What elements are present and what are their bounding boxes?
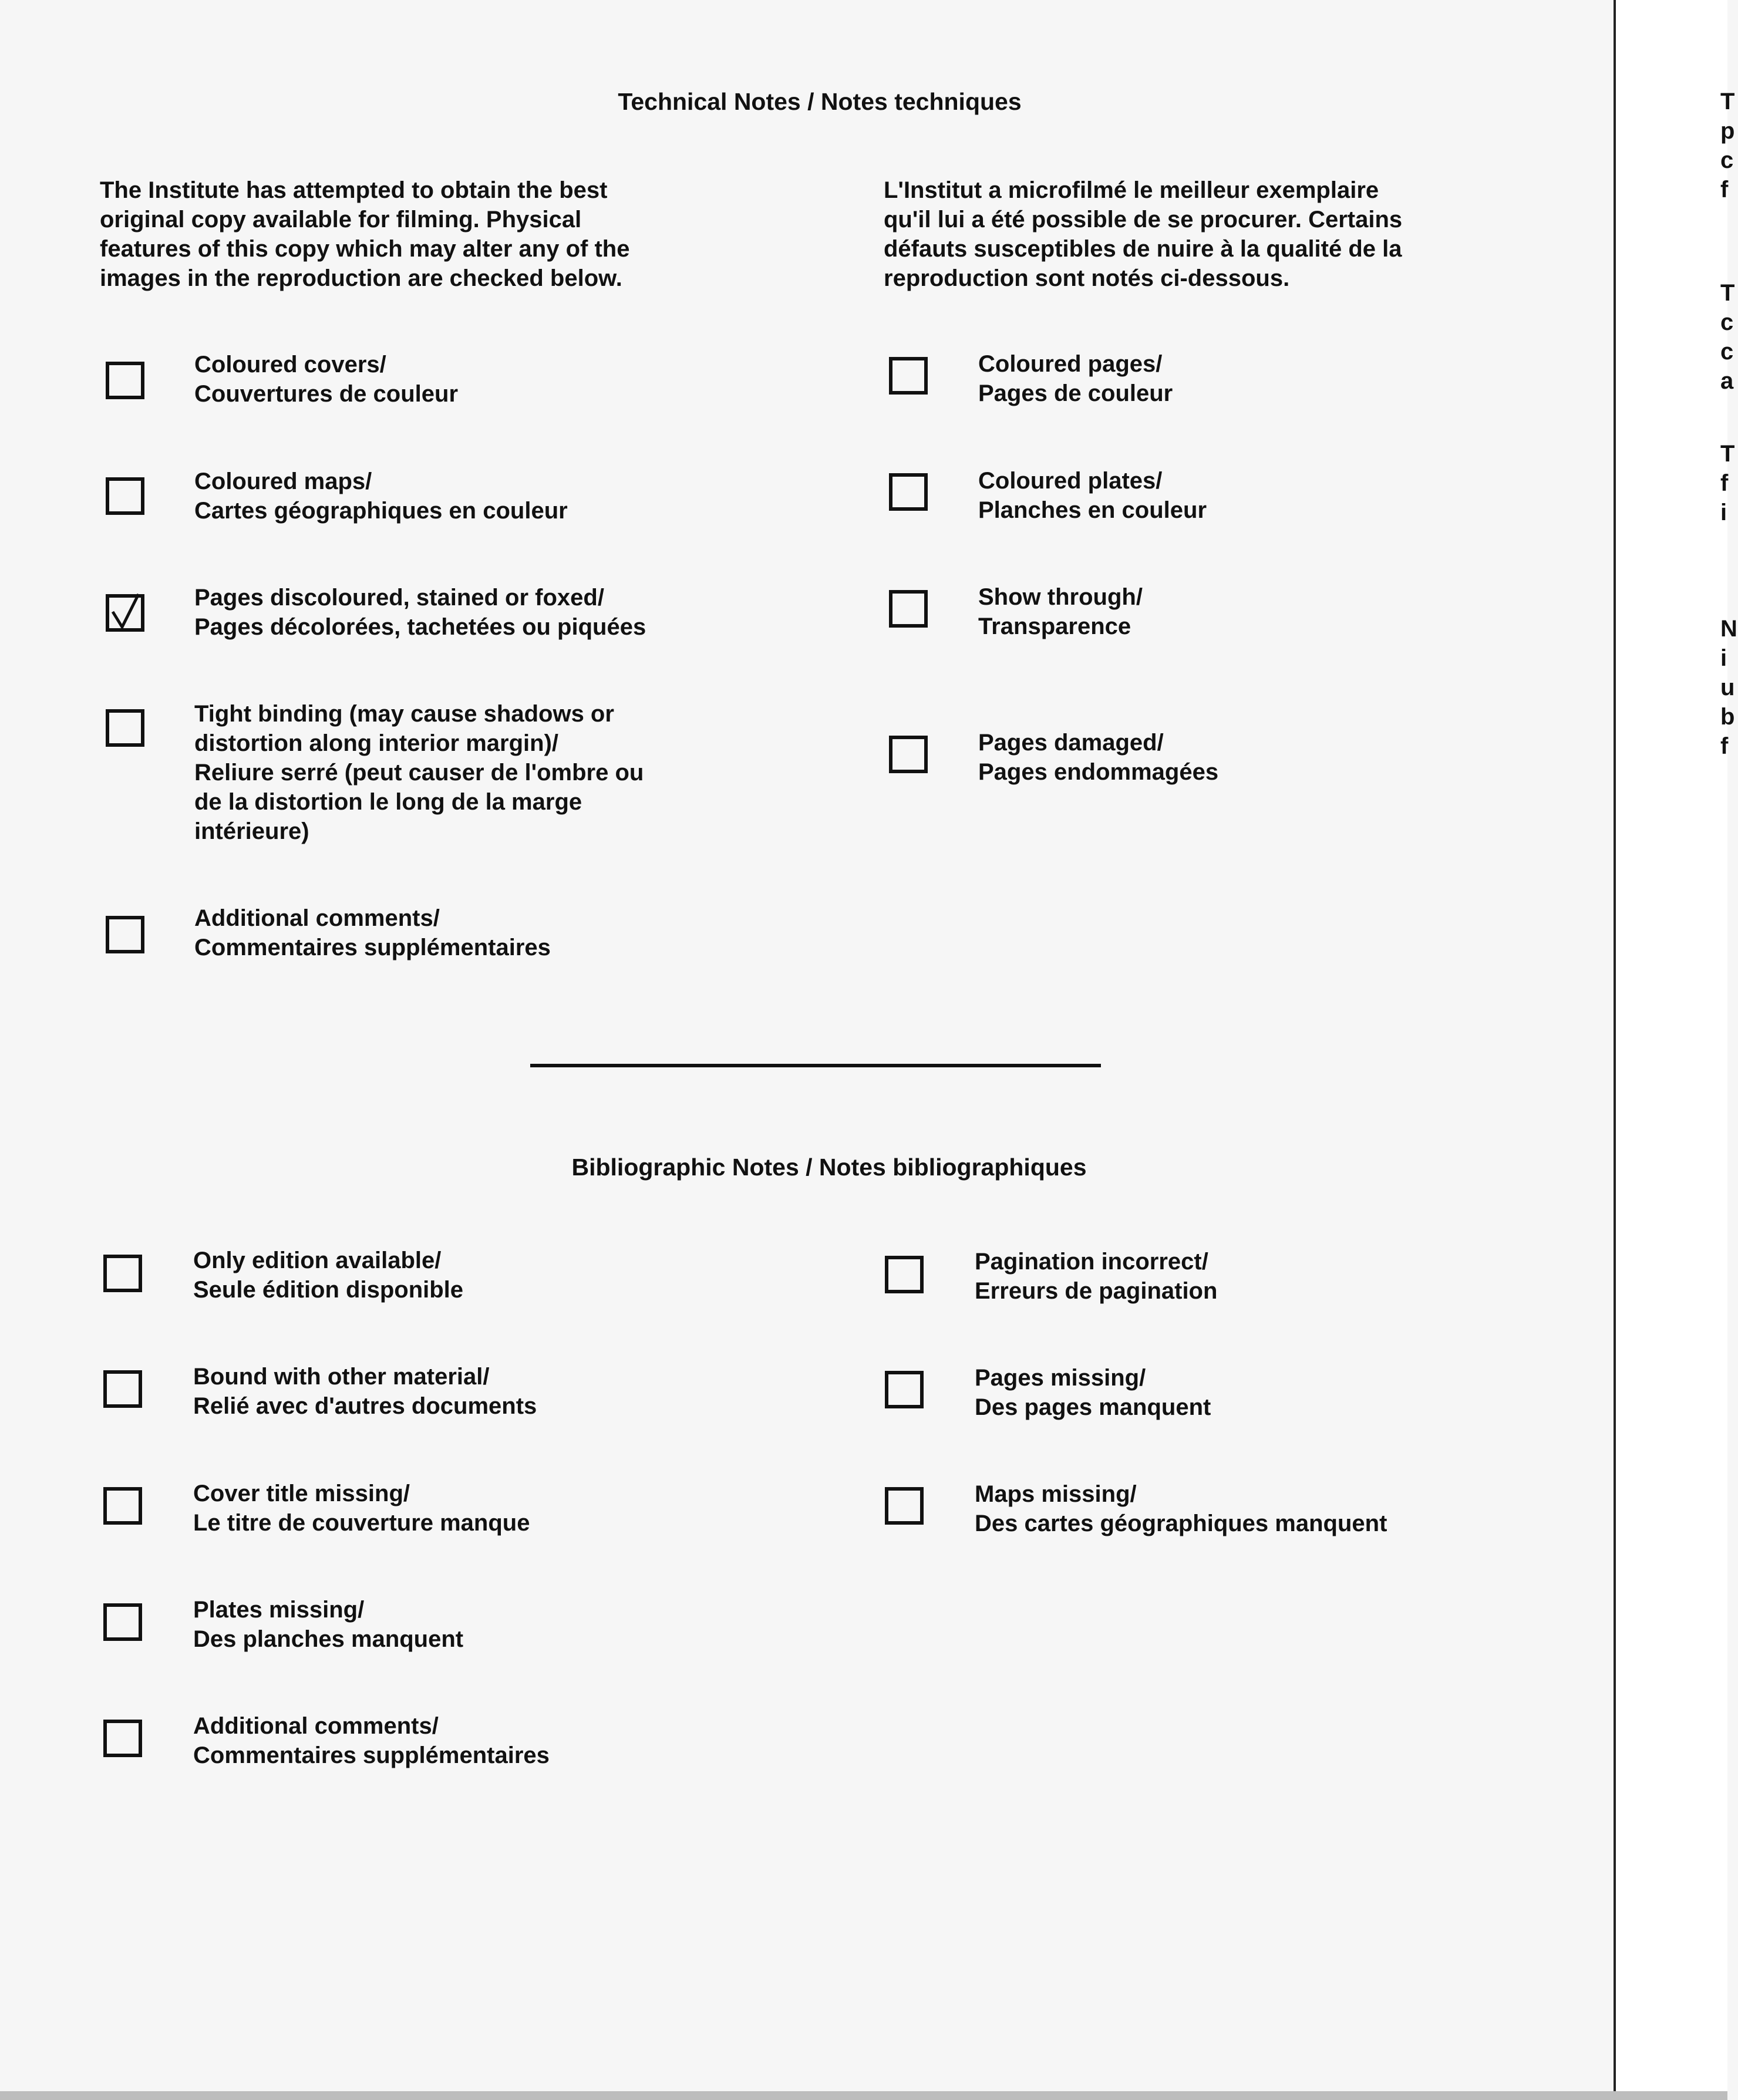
label-line: intérieure) — [194, 818, 309, 844]
intro-fr-line: défauts susceptibles de nuire à la qualité de la — [884, 236, 1402, 262]
label-line: Commentaires supplémentaires — [193, 1742, 550, 1768]
label-line: Cartes géographiques en couleur — [194, 498, 568, 524]
label-bound-with-other-material — [193, 1362, 537, 1421]
checkbox-only-edition-available[interactable] — [103, 1255, 142, 1292]
label-pages-damaged — [978, 728, 1218, 787]
checkbox-pages-discoloured[interactable] — [106, 594, 144, 632]
intro-fr-line: L'Institut a microfilmé le meilleur exemplaire — [884, 177, 1379, 203]
label-line: Planches en couleur — [978, 497, 1207, 523]
checkbox-technical-additional-comments[interactable] — [106, 916, 144, 953]
fragment-line: i — [1720, 500, 1727, 525]
label-coloured-plates — [978, 466, 1207, 525]
label-coloured-maps — [194, 467, 568, 525]
intro-en-line: features of this copy which may alter any of the — [100, 236, 630, 262]
checkbox-show-through[interactable] — [889, 590, 928, 628]
label-line: Additional comments/ — [193, 1713, 439, 1739]
adjacent-page-text-fragment — [1720, 278, 1738, 396]
adjacent-page-text-fragment — [1720, 614, 1738, 761]
checkbox-plates-missing[interactable] — [103, 1603, 142, 1641]
fragment-line: b — [1720, 704, 1735, 730]
label-pages-discoloured — [194, 583, 646, 642]
label-line: distortion along interior margin)/ — [194, 730, 558, 756]
fragment-line: f — [1720, 470, 1729, 496]
bibliographic-notes-heading: Bibliographic Notes / Notes bibliographiques — [571, 1154, 1087, 1181]
checkbox-bibliographic-additional-comments[interactable] — [103, 1720, 142, 1757]
fragment-line: N — [1720, 616, 1737, 642]
label-pagination-incorrect — [975, 1247, 1217, 1306]
label-line: Commentaires supplémentaires — [194, 935, 551, 960]
bottom-edge — [0, 2091, 1727, 2100]
checkbox-coloured-covers[interactable] — [106, 362, 144, 399]
label-line: Plates missing/ — [193, 1597, 365, 1623]
label-line: Pages missing/ — [975, 1365, 1146, 1391]
label-line: Erreurs de pagination — [975, 1278, 1218, 1304]
fragment-line: i — [1720, 645, 1727, 671]
label-line: Seule édition disponible — [193, 1277, 464, 1303]
label-line: Additional comments/ — [194, 905, 440, 931]
label-line: Tight binding (may cause shadows or — [194, 701, 614, 727]
label-line: Le titre de couverture manque — [193, 1510, 530, 1536]
label-line: Couvertures de couleur — [194, 381, 459, 407]
label-pages-missing — [975, 1363, 1211, 1422]
label-line: Reliure serré (peut causer de l'ombre ou — [194, 760, 644, 786]
checkbox-tight-binding[interactable] — [106, 709, 144, 747]
intro-en-line: original copy available for filming. Physical — [100, 207, 582, 232]
fragment-line: T — [1720, 441, 1735, 467]
label-line: Coloured plates/ — [978, 468, 1163, 494]
technical-intro-french — [884, 176, 1559, 293]
section-divider — [530, 1064, 1101, 1067]
fragment-line: c — [1720, 147, 1734, 173]
label-line: Transparence — [978, 614, 1131, 639]
fragment-line: c — [1720, 309, 1734, 335]
label-bibliographic-additional-comments — [193, 1711, 550, 1770]
label-line: Show through/ — [978, 584, 1143, 610]
intro-fr-line: reproduction sont notés ci-dessous. — [884, 265, 1290, 291]
intro-en-line: images in the reproduction are checked below. — [100, 265, 622, 291]
label-line: Coloured maps/ — [194, 468, 372, 494]
checkbox-maps-missing[interactable] — [885, 1487, 924, 1525]
label-show-through — [978, 582, 1143, 641]
checkbox-pages-damaged[interactable] — [889, 736, 928, 773]
checkbox-coloured-plates[interactable] — [889, 473, 928, 511]
intro-fr-line: qu'il lui a été possible de se procurer. Certains — [884, 207, 1403, 232]
label-line: Only edition available/ — [193, 1248, 442, 1273]
label-line: Pagination incorrect/ — [975, 1249, 1208, 1275]
label-line: Des planches manquent — [193, 1626, 464, 1652]
label-line: Pages de couleur — [978, 380, 1173, 406]
label-line: Pages endommagées — [978, 759, 1219, 785]
fragment-line: c — [1720, 339, 1734, 365]
label-line: Des cartes géographiques manquent — [975, 1511, 1387, 1536]
adjacent-page — [1616, 0, 1727, 2100]
adjacent-page-text-fragment — [1720, 87, 1738, 204]
checkmark-icon — [106, 594, 144, 632]
fragment-line: T — [1720, 89, 1735, 114]
label-cover-title-missing — [193, 1479, 530, 1538]
fragment-line: f — [1720, 733, 1729, 759]
fragment-line: p — [1720, 118, 1735, 144]
fragment-line: f — [1720, 177, 1729, 203]
label-line: Coloured covers/ — [194, 352, 386, 377]
technical-notes-heading: Technical Notes / Notes techniques — [618, 88, 1022, 115]
label-line: Pages décolorées, tachetées ou piquées — [194, 614, 646, 640]
label-coloured-pages — [978, 349, 1173, 408]
label-line: Relié avec d'autres documents — [193, 1393, 537, 1419]
label-line: de la distortion le long de la marge — [194, 789, 582, 815]
label-tight-binding — [194, 699, 644, 846]
checkbox-bound-with-other-material[interactable] — [103, 1370, 142, 1408]
checkbox-pagination-incorrect[interactable] — [885, 1256, 924, 1293]
checkbox-coloured-maps[interactable] — [106, 477, 144, 515]
fragment-line: u — [1720, 675, 1735, 700]
label-coloured-covers — [194, 350, 458, 409]
technical-intro-english — [100, 176, 775, 293]
checkbox-cover-title-missing[interactable] — [103, 1487, 142, 1525]
label-line: Maps missing/ — [975, 1481, 1137, 1507]
label-line: Des pages manquent — [975, 1394, 1211, 1420]
checkbox-coloured-pages[interactable] — [889, 357, 928, 395]
adjacent-page-text-fragment — [1720, 439, 1738, 527]
label-maps-missing — [975, 1479, 1387, 1538]
intro-en-line: The Institute has attempted to obtain the best — [100, 177, 608, 203]
fragment-line: T — [1720, 280, 1735, 306]
checkbox-pages-missing[interactable] — [885, 1371, 924, 1408]
label-line: Pages damaged/ — [978, 730, 1164, 756]
label-plates-missing — [193, 1595, 463, 1654]
label-line: Coloured pages/ — [978, 351, 1163, 377]
label-line: Pages discoloured, stained or foxed/ — [194, 585, 604, 611]
fragment-line: a — [1720, 368, 1734, 394]
label-line: Cover title missing/ — [193, 1481, 410, 1506]
label-technical-additional-comments — [194, 904, 551, 962]
label-only-edition-available — [193, 1246, 463, 1305]
label-line: Bound with other material/ — [193, 1364, 490, 1390]
